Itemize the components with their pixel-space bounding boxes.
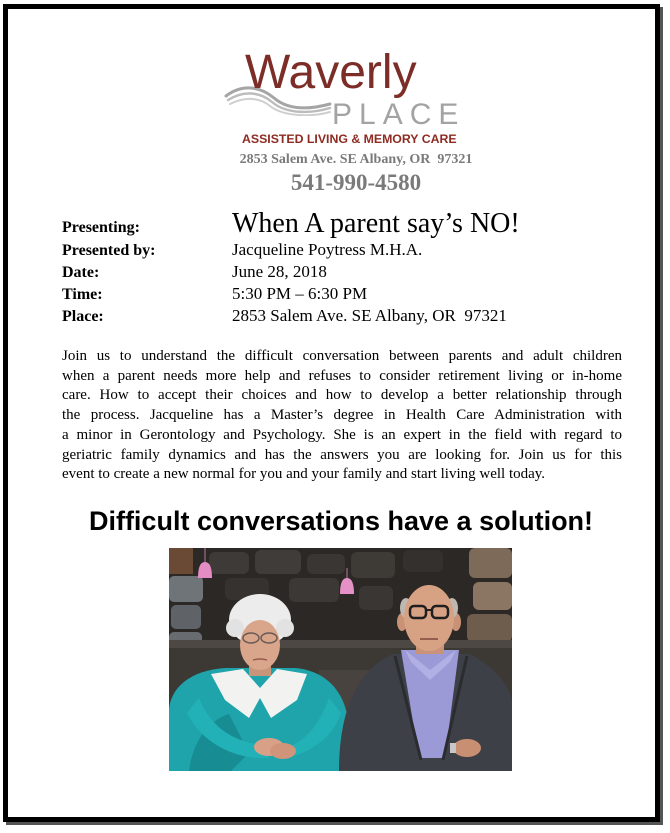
event-date: June 28, 2018 bbox=[232, 262, 327, 281]
description-line: geriatric family dynamics and has the answers you are looking for. Join us for this bbox=[62, 446, 622, 463]
stone bbox=[467, 614, 512, 642]
presented-by-label: Presented by: bbox=[62, 242, 156, 259]
stone bbox=[171, 605, 201, 629]
stone bbox=[359, 586, 393, 610]
presenter-name: Jacqueline Poytress M.H.A. bbox=[232, 240, 423, 259]
stone bbox=[209, 552, 249, 574]
stone bbox=[307, 554, 345, 574]
couch-top-edge bbox=[169, 640, 512, 648]
event-time: 5:30 PM – 6:30 PM bbox=[232, 284, 368, 303]
presenting-label: Presenting: bbox=[62, 219, 140, 236]
facility-address: 2853 Salem Ave. SE Albany, OR 97321 bbox=[239, 152, 473, 167]
description-line: the process. Jacqueline has a Master’s degree in Health Care Administration with bbox=[62, 407, 622, 424]
stone bbox=[403, 550, 443, 572]
event-place: 2853 Salem Ave. SE Albany, OR 97321 bbox=[232, 306, 507, 325]
woman-hair-curl bbox=[276, 619, 294, 637]
stone bbox=[469, 548, 512, 578]
wood-trim bbox=[169, 548, 193, 574]
description-line: care. How to accept their choices and how to develop a better relationship through bbox=[62, 387, 622, 404]
description-line: when a parent needs more help and refuses to consider retirement living or in-home bbox=[62, 367, 622, 384]
logo-wordmark: Waverly bbox=[245, 46, 417, 99]
logo-sub-wordmark: PLACE bbox=[332, 98, 466, 131]
detail-row-presenting bbox=[62, 209, 632, 243]
time-label: Time: bbox=[62, 286, 103, 303]
woman-right-hand bbox=[270, 743, 296, 759]
logo-tagline: ASSISTED LIVING & MEMORY CARE bbox=[242, 132, 457, 146]
detail-row-presenter bbox=[62, 239, 632, 262]
detail-row-date bbox=[62, 261, 632, 284]
man-watch bbox=[450, 743, 456, 753]
description-line: a minor in Gerontology and Psychology. She is an expert in the field with regard to bbox=[62, 426, 622, 443]
description-line: event to create a new normal for you and your family and start living well today. bbox=[62, 466, 546, 483]
stone bbox=[473, 582, 512, 610]
stone bbox=[169, 576, 203, 602]
stone bbox=[289, 578, 339, 602]
man-hand bbox=[453, 739, 481, 757]
date-label: Date: bbox=[62, 264, 100, 281]
headline: Difficult conversations have a solution! bbox=[88, 506, 594, 536]
woman-face bbox=[240, 620, 280, 670]
elderly-couple-photo bbox=[169, 548, 512, 771]
presentation-title: When A parent say’s NO! bbox=[232, 208, 520, 239]
woman-hair-curl bbox=[226, 619, 244, 637]
event-description bbox=[62, 347, 622, 485]
detail-row-place bbox=[62, 305, 632, 328]
facility-phone-number: 541-990-4580 bbox=[290, 170, 422, 195]
stone bbox=[255, 550, 301, 574]
detail-row-time bbox=[62, 283, 632, 306]
description-line: Join us to understand the difficult conversation between parents and adult children bbox=[62, 348, 622, 364]
place-label: Place: bbox=[62, 308, 104, 325]
stone bbox=[351, 552, 395, 578]
